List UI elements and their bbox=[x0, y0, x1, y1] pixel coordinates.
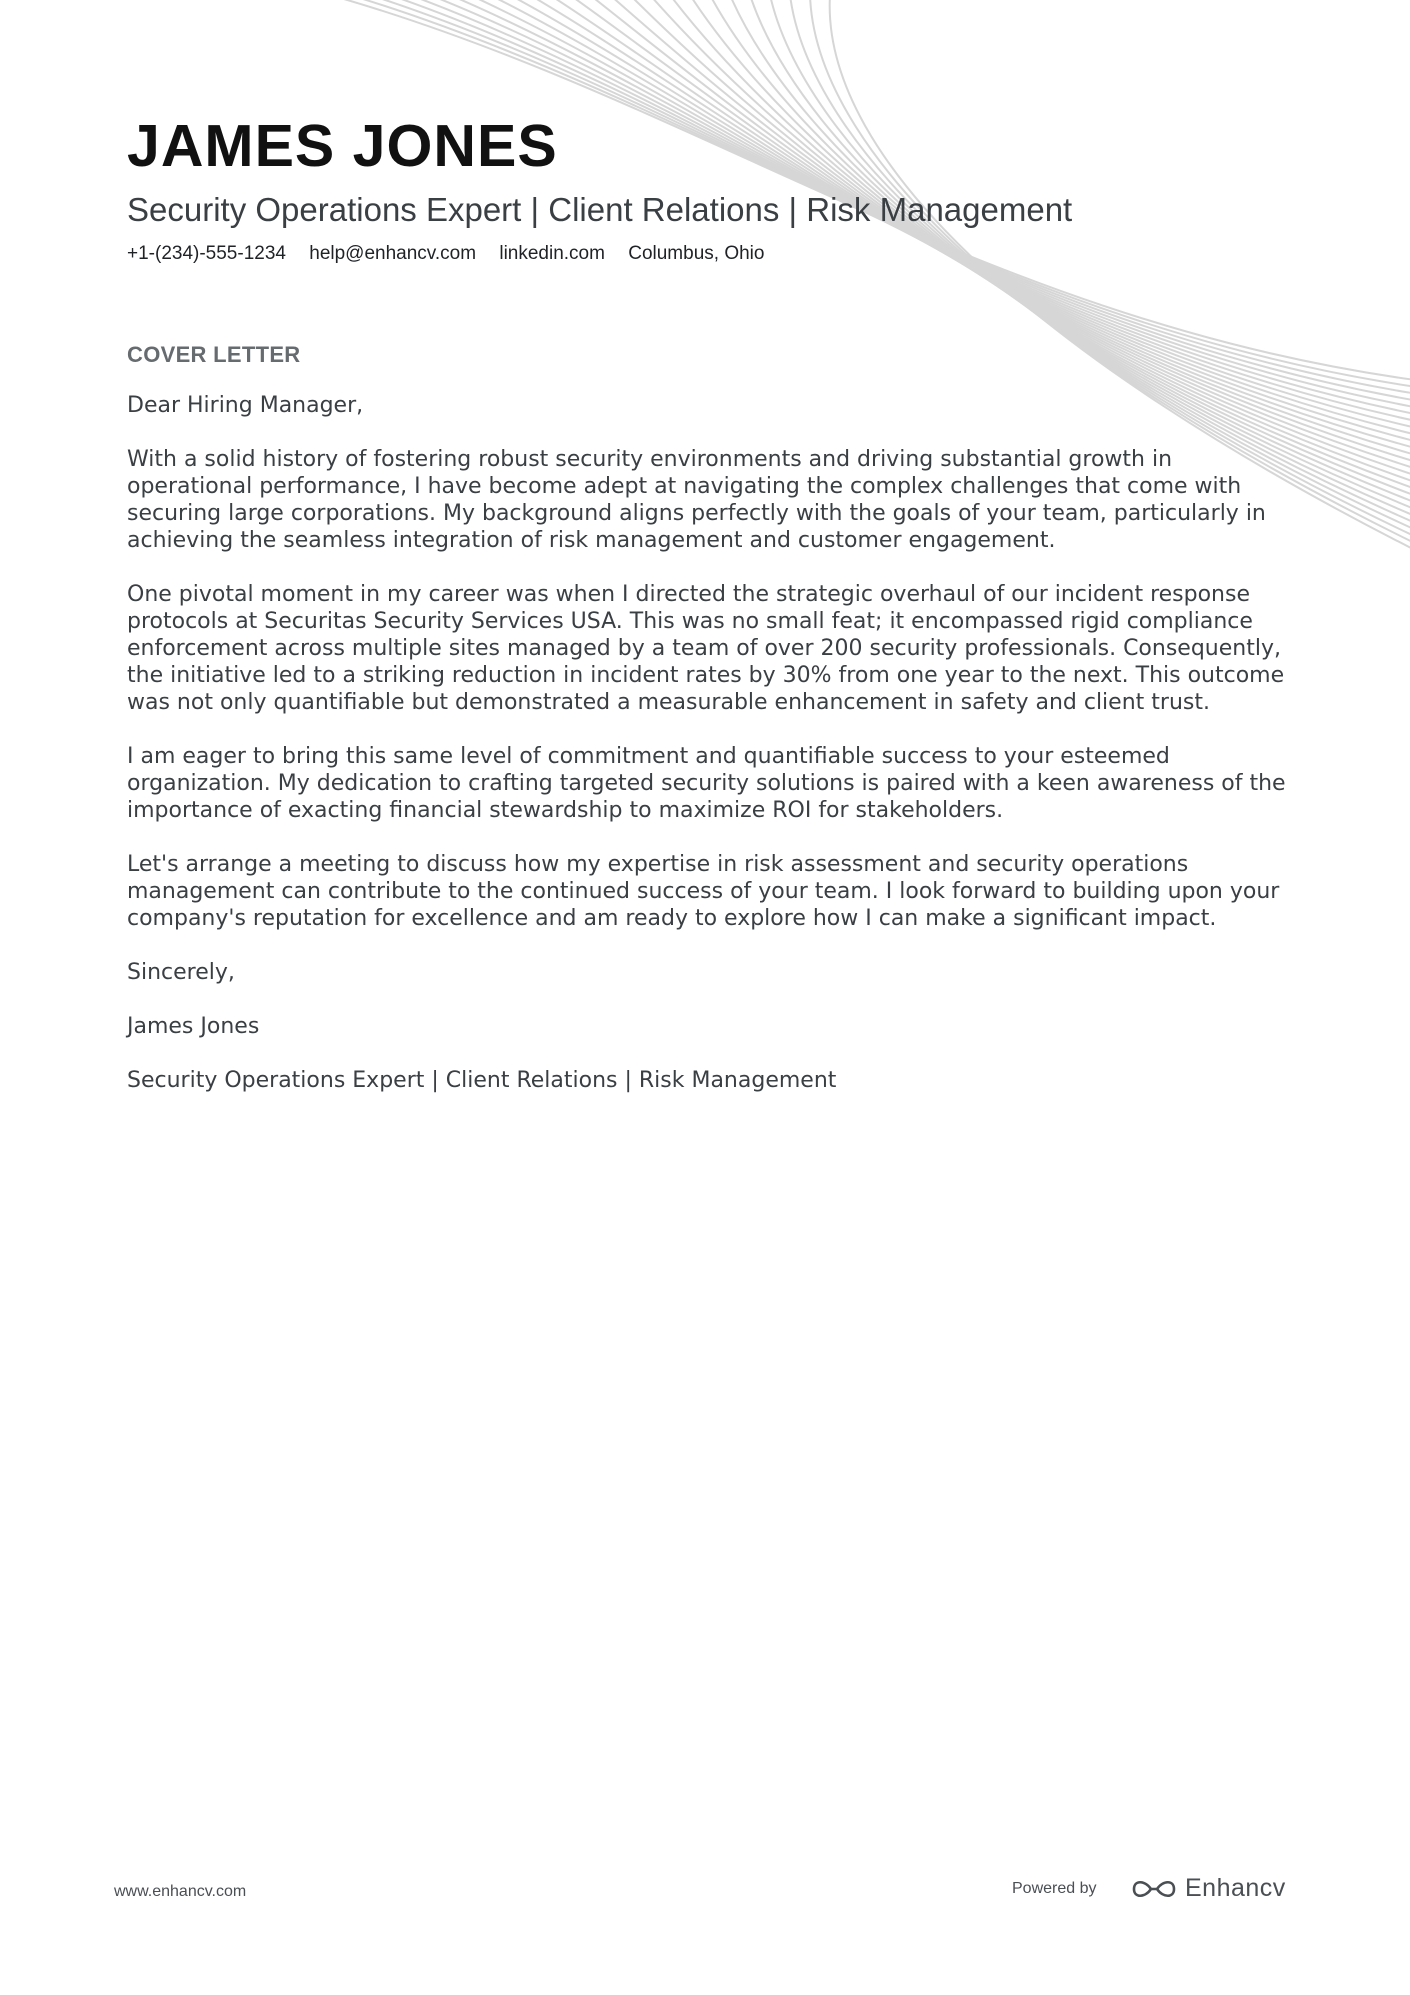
section-title: COVER LETTER bbox=[127, 342, 301, 367]
brand-name: Enhancv bbox=[1185, 1874, 1286, 1902]
signature-title: Security Operations Expert | Client Relations | Risk Management bbox=[127, 1068, 837, 1093]
contact-linkedin[interactable]: linkedin.com bbox=[499, 243, 605, 264]
closing: Sincerely, bbox=[127, 960, 235, 985]
letter-paragraph-2: One pivotal moment in my career was when I directed the strategic overhaul of our incident response protocols at Securitas Security Services USA. This was no small feat; it encompassed rigid compliance enforcement across multiple sites managed by a team of over 200 security professionals. Consequently, the initiative led to a striking reduction in incident rates by 30% from one year to the next. This outcome was not only quantifiable but demonstrated a measurable enhancement in safety and client trust. bbox=[127, 582, 1285, 715]
enhancv-brand[interactable] bbox=[1131, 1874, 1286, 1903]
footer-url[interactable]: www.enhancv.com bbox=[114, 1883, 247, 1900]
resume-header bbox=[127, 104, 1277, 266]
letter-paragraph-1: With a solid history of fostering robust security environments and driving substantial growth in operational performance, I have become adept at navigating the complex challenges that come with securing large corporations. My background aligns perfectly with the goals of your team, particularly in achieving the seamless integration of risk management and customer engagement. bbox=[127, 447, 1266, 553]
powered-by-label: Powered by bbox=[1012, 1880, 1097, 1897]
letter-paragraph-4: Let's arrange a meeting to discuss how my expertise in risk assessment and security operations management can contribute to the continued success of your team. I look forward to building upon your company's reputation for excellence and am ready to explore how I can make a significant impact. bbox=[127, 852, 1280, 931]
contact-location: Columbus, Ohio bbox=[628, 243, 765, 264]
salutation: Dear Hiring Manager, bbox=[127, 393, 364, 418]
enhancv-logo-icon bbox=[1131, 1877, 1177, 1901]
letter-paragraph-3: I am eager to bring this same level of commitment and quantifiable success to your esteemed organization. My dedication to crafting targeted security solutions is paired with a keen awareness of the importance of exacting financial stewardship to maximize ROI for stakeholders. bbox=[127, 744, 1286, 823]
candidate-title: Security Operations Expert | Client Relations | Risk Management bbox=[127, 191, 1073, 228]
candidate-name: JAMES JONES bbox=[127, 113, 558, 179]
contact-info bbox=[127, 242, 1277, 266]
contact-phone[interactable]: +1-(234)-555-1234 bbox=[127, 243, 286, 264]
signature-name: James Jones bbox=[127, 1014, 260, 1039]
cover-letter-body bbox=[127, 340, 1287, 1121]
contact-email[interactable]: help@enhancv.com bbox=[309, 243, 477, 264]
